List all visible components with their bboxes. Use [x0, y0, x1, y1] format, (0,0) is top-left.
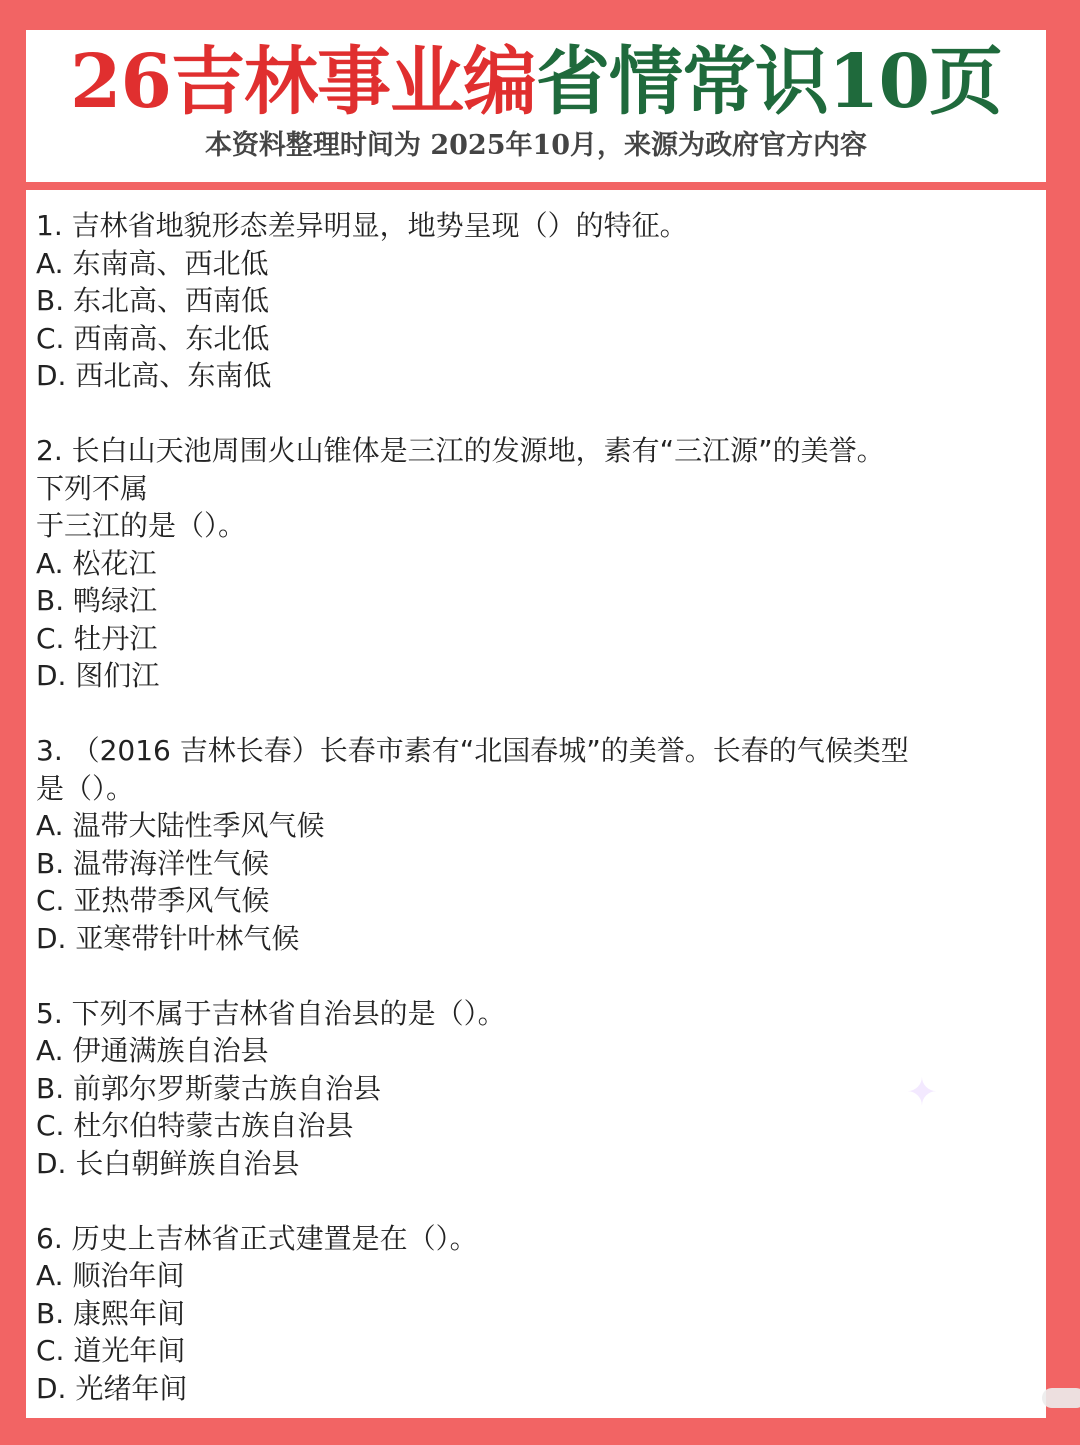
question-block	[36, 995, 1036, 1183]
answer-option: A. 温带大陆性季风气候	[36, 809, 325, 842]
answer-option: C. 道光年间	[36, 1334, 186, 1367]
page-title	[26, 34, 1046, 130]
answer-option: D. 图们江	[36, 659, 160, 692]
content-card	[26, 190, 1046, 1418]
question-block	[36, 432, 1036, 695]
question-stem: 6. 历史上吉林省正式建置是在（）。	[36, 1221, 478, 1255]
answer-option: C. 牡丹江	[36, 621, 158, 655]
answer-option: B. 康熙年间	[36, 1296, 186, 1330]
answer-option: B. 东北高、西南低	[36, 284, 270, 317]
title-green-part: 省情常识10页	[536, 39, 1002, 125]
answer-option: A. 伊通满族自治县	[36, 1034, 269, 1067]
question-block	[36, 1220, 1036, 1408]
answer-option: D. 亚寒带针叶林气候	[36, 921, 300, 955]
question-stem: 5. 下列不属于吉林省自治县的是（）。	[36, 996, 506, 1030]
answer-option: D. 光绪年间	[36, 1371, 188, 1405]
question-list	[36, 207, 1036, 1445]
question-stem: 是（）。	[36, 771, 135, 805]
title-red-part: 26吉林事业编	[70, 39, 536, 125]
answer-option: B. 鸭绿江	[36, 584, 158, 617]
question-block	[36, 732, 1036, 957]
answer-option: C. 西南高、东北低	[36, 321, 270, 355]
question-stem: 2. 长白山天池周围火山锥体是三江的发源地，素有“三江源”的美誉。	[36, 434, 885, 467]
page-subtitle: 本资料整理时间为 2025年10月，来源为政府官方内容	[204, 130, 868, 161]
answer-option: D. 西北高、东南低	[36, 359, 272, 392]
question-stem: 下列不属	[36, 471, 149, 505]
answer-option: C. 亚热带季风气候	[36, 884, 270, 917]
header-card	[26, 30, 1046, 182]
question-stem: 1. 吉林省地貌形态差异明显，地势呈现（）的特征。	[36, 209, 688, 242]
answer-option: A. 松花江	[36, 546, 157, 580]
sparkle-icon: ✦	[906, 1070, 938, 1114]
answer-option: A. 东南高、西北低	[36, 246, 269, 280]
answer-option: A. 顺治年间	[36, 1259, 185, 1292]
question-block	[36, 207, 1036, 395]
answer-option: B. 前郭尔罗斯蒙古族自治县	[36, 1071, 382, 1105]
watermark-icon	[1042, 1388, 1080, 1408]
question-stem: 于三江的是（）。	[36, 509, 247, 542]
answer-option: D. 长白朝鲜族自治县	[36, 1146, 300, 1180]
answer-option: B. 温带海洋性气候	[36, 846, 270, 880]
question-stem: 3. （2016 吉林长春）长春市素有“北国春城”的美誉。长春的气候类型	[36, 734, 909, 767]
answer-option: C. 杜尔伯特蒙古族自治县	[36, 1109, 354, 1142]
